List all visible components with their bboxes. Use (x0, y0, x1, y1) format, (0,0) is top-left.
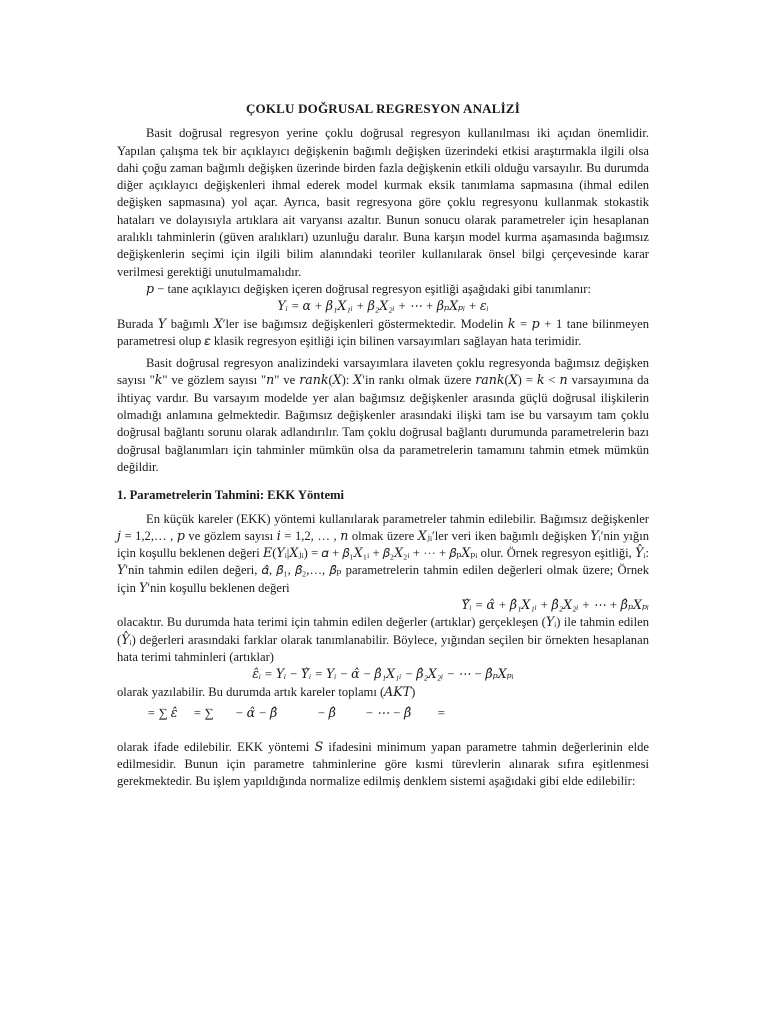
residual-paragraph: olacaktır. Bu durumda hata terimi için tahmin edilen değerler (artıklar) gerçekleşen (𝑌ᵢ) ile tahmin edilen (𝑌̂ᵢ) değerleri arasındaki farklar olarak tanımlanabilir. Böylece, yığından seçilen bir örnekten hesaplanan hata terimi tahminleri (artıklar) (117, 615, 649, 664)
akt-paragraph: olarak yazılabilir. Bu durumda artık kareler toplamı (𝐴𝐾𝑇) (117, 684, 416, 699)
document-title: ÇOKLU DOĞRUSAL REGRESYON ANALİZİ (245, 101, 521, 116)
ekk-paragraph: En küçük kareler (EKK) yöntemi kullanılarak parametreler tahmin edilebilir. Bağımsız değişkenler 𝑗 = 1,2,… , 𝑝 ve gözlem sayısı 𝑖 = 1,2, … , 𝑛 olmak üzere 𝑋ⱼᵢ′ler veri iken bağımlı değişken 𝑌ᵢ′nin yığın için koşullu beklenen değeri 𝐸(𝑌ᵢ|𝑋ⱼᵢ) = 𝛼 + 𝛽₁𝑋₁ᵢ + 𝛽₂𝑋₂ᵢ + ⋯ + 𝛽ₚ𝑋ₚᵢ olur. Örnek regresyon eşitliği, 𝑌̂ᵢ: 𝑌′nin tahmin edilen değeri, 𝛼̂, 𝛽̂₁, 𝛽̂₂,…, 𝛽̂ₚ parametrelerin tahmin edilen değerleri olmak üzere; Örnek için 𝑌′nin koşullu beklenen değeri (117, 511, 649, 595)
akt-sum-2: = ∑ (193, 705, 214, 720)
assumption-paragraph: Basit doğrusal regresyon analizindeki varsayımlara ilaveten çoklu regresyonda bağımsız değişken sayısı "𝑘" ve gözlem sayısı "𝑛" ve 𝑟𝑎𝑛𝑘(𝑋): 𝑋′in rankı olmak üzere 𝑟𝑎𝑛𝑘(𝑋) = 𝑘 < 𝑛 varsayımına da ihtiyaç vardır. Bu varsayım modelde yer alan bağımsız değişkenler arasında güçlü doğrusal ilişkilerin olmadığı anlamına gelmektedir. Bağımsız değişkenler arasındaki ilişki tam ise bu varsayım tam çoklu doğrusal bağlantı sorunu olarak adlandırılır. Tam çoklu doğrusal bağlantı durumunda parametrelerin bazı doğrusal bağlanımları için tahminler mümkün olsa da parametrelerin tamamını tahmin etmek mümkün değildir. (117, 356, 649, 474)
akt-equation (117, 701, 649, 739)
final-paragraph: olarak ifade edilebilir. EKK yöntemi 𝑆 ifadesini minimum yapan parametre tahmin değerlerinin elde edilmesidir. Bunun için parametre tahminlerine göre kısmi türevlerin alınarak sıfıra eşitlenmesi gerekmektedir. Bu işlem yapıldığında normalize edilmiş denklem sistemi aşağıdaki gibi elde edilebilir: (117, 739, 649, 789)
akt-sum-1: = ∑ 𝜀̂ (147, 705, 178, 720)
explanation-paragraph: Burada 𝑌 bağımlı 𝑋′ler ise bağımsız değişkenleri göstermektedir. Modelin 𝑘 = 𝑝 + 1 tane bilinmeyen parametresi olup 𝜀 klasik regresyon eşitliği için bilinen varsayımları sağlayan hata terimidir. (117, 316, 649, 348)
akt-term-2: − 𝛽̂ (317, 705, 336, 720)
section-heading: 1. Parametrelerin Tahmini: EKK Yöntemi (117, 488, 345, 503)
regression-equation: 𝑌ᵢ = 𝛼 + 𝛽₁𝑋₁ᵢ + 𝛽₂𝑋₂ᵢ + ⋯ + 𝛽ₚ𝑋ₚᵢ + 𝜀ᵢ (277, 299, 489, 314)
akt-term-1: − 𝛼̂ − 𝛽̂ (235, 705, 278, 720)
intro-paragraph: Basit doğrusal regresyon yerine çoklu doğrusal regresyon kullanılması iki açıdan önemlidir. Yapılan çalışma tek bir açıklayıcı değişkenin bağımlı değişken üzerindeki etkisi araştırmakla ilgili olsa dahi çoğu zaman bağımlı değişken üzerinde birden fazla değişkenin etkili olduğu varsayılır. Bu durumda diğer açıklayıcı değişkenleri ihmal ederek model kurmak eksik tanımlama sapmasına (ihmal edilen değişken sapmasına) yol açar. Ayrıca, basit regresyona göre çoklu regresyonu kullanmak stokastik hataları ve dolayısıyla artıklara ait varyansı azaltır. Bunun sonucu olarak parametreler için hesaplanan aralıklı tahminlerin (güven aralıkları) uzunluğu daralır. Buna karşın model kurma aşamasında bağımsız değişkenlerin seçimi için ilgili bilim alanındaki teoriler kullanılarak önsel bilgi çerçevesinde karar verilmesi gerektiği unutulmamalıdır. (117, 126, 649, 279)
residual-equation: 𝜀̂ᵢ = 𝑌ᵢ − 𝑌̂ᵢ = 𝑌ᵢ − 𝛼̂ − 𝛽̂₁𝑋₁ᵢ − 𝛽̂₂𝑋₂ᵢ − ⋯ − 𝛽̂ₚ𝑋ₚᵢ (252, 667, 514, 682)
akt-term-3: − ⋯ − 𝛽̂ (365, 705, 412, 720)
sample-regression-equation: 𝑌̂ᵢ = 𝛼̂ + 𝛽̂₁𝑋₁ᵢ + 𝛽̂₂𝑋₂ᵢ + ⋯ + 𝛽̂ₚ𝑋ₚᵢ (461, 598, 649, 613)
akt-equals: = (437, 705, 446, 720)
definition-paragraph: 𝑝 − tane açıklayıcı değişken içeren doğrusal regresyon eşitliği aşağıdaki gibi tanımlanır: (146, 281, 591, 296)
document-page (117, 100, 649, 791)
